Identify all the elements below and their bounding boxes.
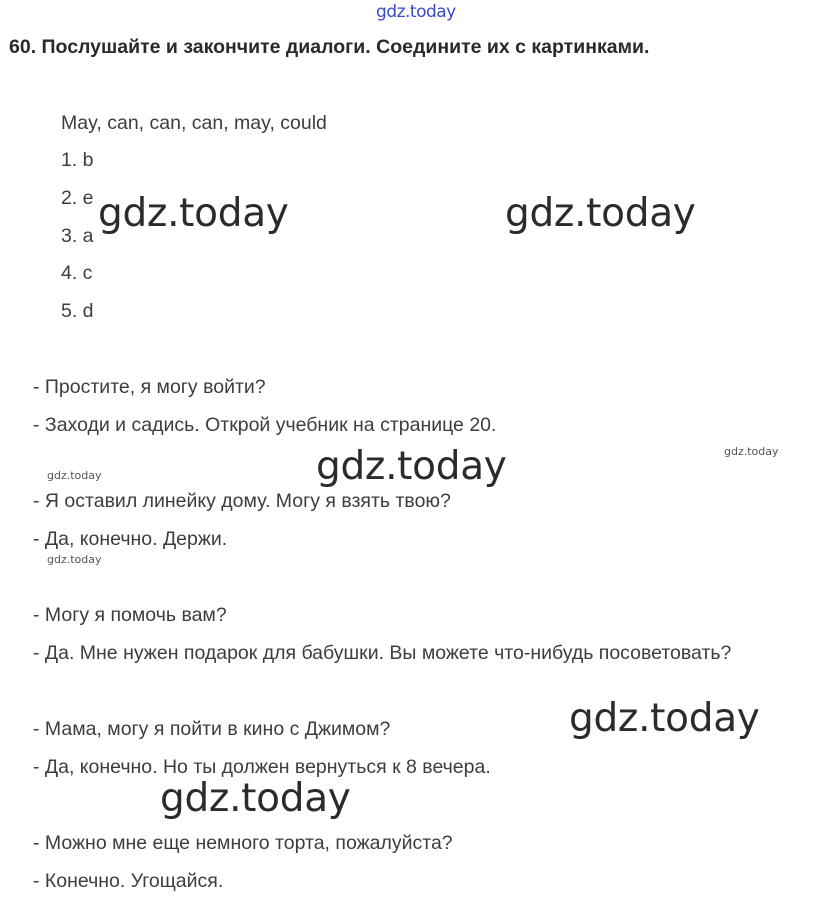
watermark-large: gdz.today [569,696,760,741]
watermark-large: gdz.today [160,776,351,821]
dialogue-5-line-1: - Можно мне еще немного торта, пожалуйста? [33,832,453,854]
dialogue-5-line-2: - Конечно. Угощайся. [33,870,224,892]
dialogue-4-line-2: - Да, конечно. Но ты должен вернуться к 8 вечера. [33,756,491,778]
dialogue-4-line-1: - Мама, могу я пойти в кино с Джимом? [33,718,391,740]
watermark-large: gdz.today [505,191,696,236]
answer-3: 3. a [61,225,94,247]
watermark-top: gdz.today [376,2,456,22]
dialogue-2-line-1: - Я оставил линейку дому. Могу я взять твою? [33,490,451,512]
dialogue-1-line-2: - Заходи и садись. Открой учебник на странице 20. [33,414,497,436]
exercise-heading: 60. Послушайте и закончите диалоги. Соедините их с картинками. [9,36,650,58]
dialogue-2-line-2: - Да, конечно. Держи. [33,528,228,550]
answer-2: 2. e [61,187,94,209]
dialogue-1-line-1: - Простите, я могу войти? [33,376,266,398]
watermark-small: gdz.today [724,445,779,458]
watermark-large: gdz.today [316,444,507,489]
answer-1: 1. b [61,149,94,171]
dialogue-3-line-2: - Да. Мне нужен подарок для бабушки. Вы можете что-нибудь посоветовать? [33,642,732,664]
answer-4: 4. c [61,262,93,284]
watermark-small: gdz.today [47,553,102,566]
watermark-large: gdz.today [98,191,289,236]
dialogue-3-line-1: - Могу я помочь вам? [33,604,227,626]
answer-5: 5. d [61,300,94,322]
watermark-small: gdz.today [47,469,102,482]
words-list: May, can, can, can, may, could [61,112,327,134]
